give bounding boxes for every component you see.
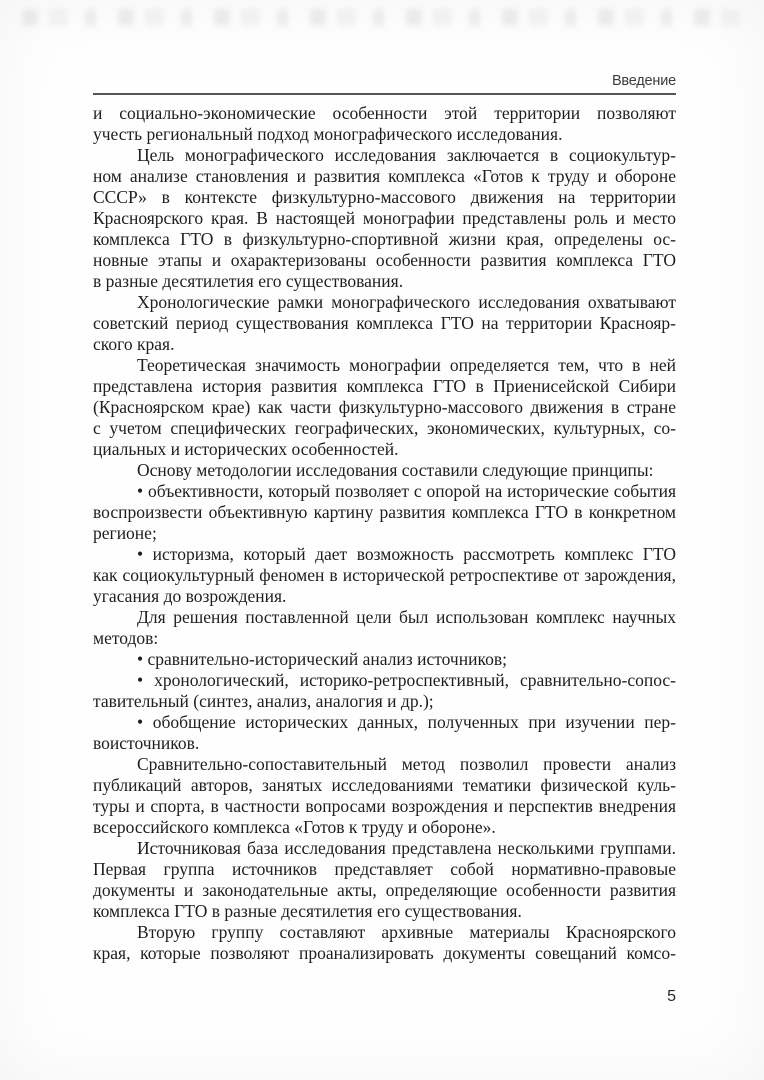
paragraph (93, 838, 676, 922)
text-line: Первая группа источников представляет собой нормативно-правовые (93, 859, 676, 879)
paragraph (93, 754, 676, 838)
paragraph (93, 460, 676, 481)
text-line: ского края. (93, 334, 175, 354)
text-line: края, которые позволяют проанализировать документы совещаний комсо- (93, 943, 676, 963)
text-line: в разные десятилетия его существования. (93, 271, 404, 291)
paragraph (93, 670, 676, 712)
text-line: документы и законодательные акты, определяющие особенности развития (93, 880, 676, 900)
text-line: туры и спорта, в частности вопросами возрождения и перспектив внедрения (93, 796, 676, 816)
text-line: комплекса ГТО в физкультурно-спортивной жизни края, определены ос- (93, 229, 676, 249)
text-line: публикаций авторов, занятых исследованиями тематики физической куль- (93, 775, 676, 795)
text-line: воисточников. (93, 733, 200, 753)
text-line: представлена история развития комплекса ГТО в Приенисейской Сибири (93, 376, 676, 396)
text-line: Вторую группу составляют архивные материалы Красноярского (137, 922, 676, 942)
text-line: с учетом специфических географических, экономических, культурных, со- (93, 418, 676, 438)
paragraph (93, 544, 676, 607)
scan-artifacts (22, 9, 742, 26)
text-line: • сравнительно-исторический анализ источников; (137, 649, 507, 669)
text-line: учесть региональный подход монографического исследования. (93, 124, 563, 144)
text-line: Цель монографического исследования заключается в социокультур- (137, 145, 676, 165)
running-header: Введение (611, 73, 676, 89)
text-line: Основу методологии исследования составили следующие принципы: (137, 460, 654, 480)
paragraph (93, 922, 676, 964)
text-line: и социально-экономические особенности этой территории позволяют (93, 103, 676, 123)
page-number: 5 (667, 988, 676, 1005)
text-line: методов: (93, 628, 159, 648)
paragraph (93, 481, 676, 544)
page-body (93, 103, 676, 964)
text-line: как социокультурный феномен в исторической ретроспективе от зарождения, (93, 565, 676, 585)
header-rule (93, 93, 676, 95)
text-line: Сравнительно-сопоставительный метод позволил провести анализ (137, 754, 676, 774)
text-line: всероссийского комплекса «Готов к труду и обороне». (93, 817, 496, 837)
text-line: ном анализе становления и развития комплекса «Готов к труду и обороне (93, 166, 676, 186)
paragraph (93, 649, 676, 670)
text-line: Для решения поставленной цели был использован комплекс научных (137, 607, 676, 627)
text-line: комплекса ГТО в разные десятилетия его существования. (93, 901, 522, 921)
text-line: регионе; (93, 523, 157, 543)
text-line: тавительный (синтез, анализ, аналогия и др.); (93, 691, 434, 711)
paragraph (93, 607, 676, 649)
paragraph (93, 145, 676, 292)
text-line: • хронологический, историко-ретроспективный, сравнительно-сопос- (137, 670, 676, 690)
text-line: угасания до возрождения. (93, 586, 287, 606)
text-line: • историзма, который дает возможность рассмотреть комплекс ГТО (137, 544, 676, 564)
paragraph (93, 712, 676, 754)
paragraph (93, 355, 676, 460)
text-line: Хронологические рамки монографического исследования охватывают (137, 292, 676, 312)
text-line: новные этапы и охарактеризованы особенности развития комплекса ГТО (93, 250, 676, 270)
text-line: Теоретическая значимость монографии определяется тем, что в ней (137, 355, 676, 375)
text-line: Красноярского края. В настоящей монографии представлены роль и место (93, 208, 676, 228)
text-line: • обобщение исторических данных, полученных при изучении пер- (137, 712, 676, 732)
text-line: советский период существования комплекса ГТО на территории Краснояр- (93, 313, 676, 333)
text-line: СССР» в контексте физкультурно-массового движения на территории (93, 187, 676, 207)
paragraph (93, 292, 676, 355)
text-line: (Красноярском крае) как части физкультурно-массового движения в стране (93, 397, 676, 417)
text-line: Источниковая база исследования представлена несколькими группами. (137, 838, 676, 858)
text-line: • объективности, который позволяет с опорой на исторические события (137, 481, 676, 501)
text-line: воспроизвести объективную картину развития комплекса ГТО в конкретном (93, 502, 676, 522)
text-line: циальных и исторических особенностей. (93, 439, 399, 459)
paragraph (93, 103, 676, 145)
